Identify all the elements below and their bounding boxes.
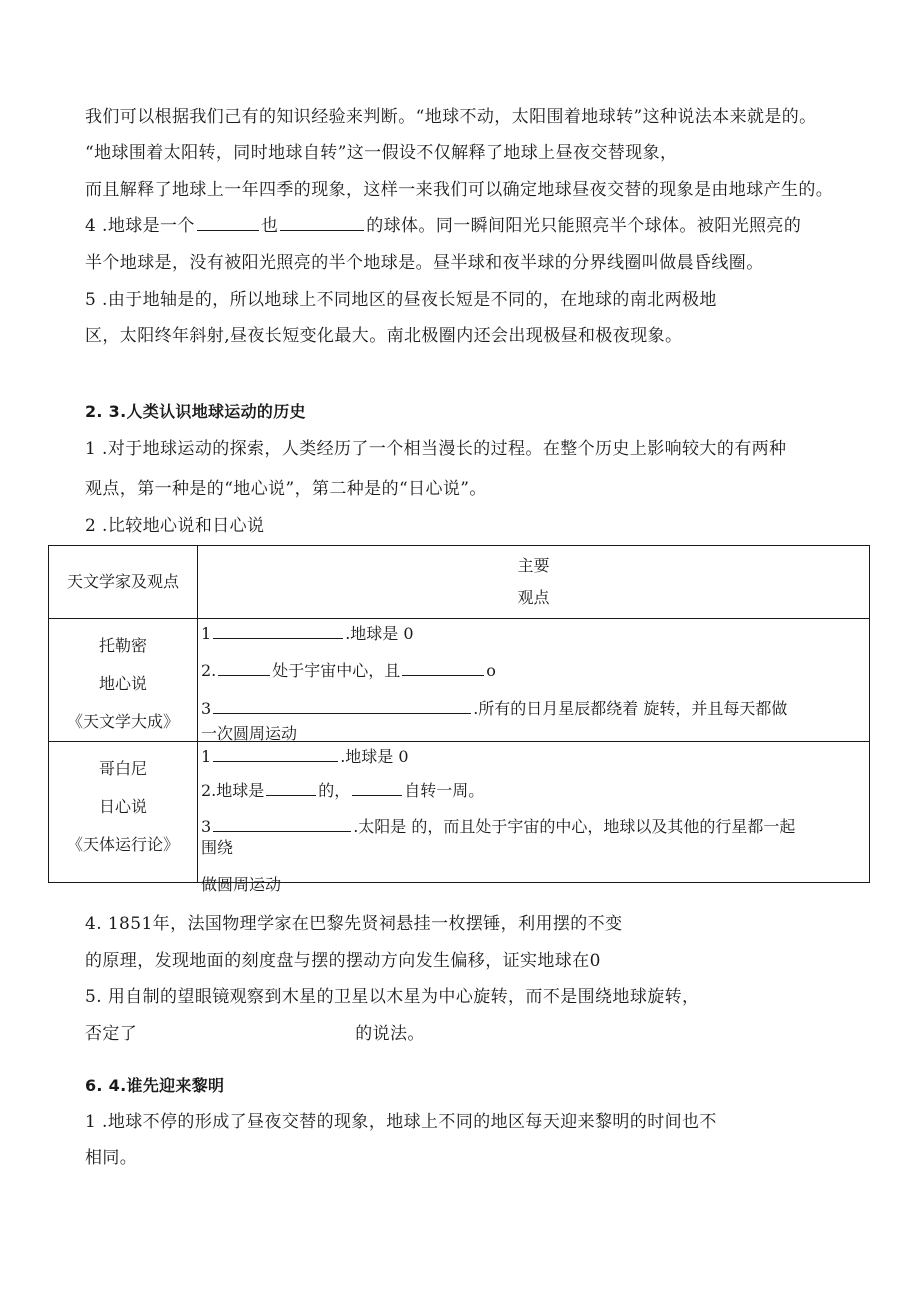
point-text: .所有的日月星辰都绕着 旋转，并且每天都做 bbox=[473, 699, 788, 718]
point-number: 3 bbox=[201, 699, 212, 718]
theory-name: 地心说 bbox=[98, 674, 147, 693]
point-text: 自转一周。 bbox=[404, 781, 485, 800]
paragraph-line: 4. 1851年，法国物理学家在巴黎先贤祠悬挂一枚摆锤，利用摆的不变 bbox=[85, 914, 623, 934]
fill-blank[interactable] bbox=[213, 746, 338, 762]
clipped-text: 做圆周运动 bbox=[201, 875, 282, 894]
paragraph-line: 相同。 bbox=[85, 1148, 138, 1168]
theory-name: 日心说 bbox=[98, 797, 147, 816]
point-2 bbox=[201, 660, 496, 681]
section-heading: 2. 3.人类认识地球运动的历史 bbox=[85, 402, 306, 421]
point-text: 2. bbox=[201, 661, 217, 680]
astronomer-name: 哥白尼 bbox=[98, 759, 147, 778]
point-text: 处于宇宙中心，且 bbox=[272, 661, 401, 680]
comparison-table bbox=[48, 545, 870, 894]
header-label: 天文学家及观点 bbox=[66, 572, 179, 591]
point-1 bbox=[201, 746, 409, 767]
astronomer-name: 托勒密 bbox=[98, 636, 147, 655]
paragraph-line: 观点，第一种是的“地心说”，第二种是的“日心说”。 bbox=[85, 479, 487, 499]
fill-blank[interactable] bbox=[213, 698, 471, 714]
paragraph-line: 区，太阳终年斜射,昼夜长短变化最大。南北极圈内还会出现极昼和极夜现象。 bbox=[85, 326, 683, 346]
point-number: 1 bbox=[201, 624, 212, 643]
fill-blank[interactable] bbox=[266, 780, 316, 796]
point-text: .地球是 0 bbox=[340, 747, 409, 766]
point-2 bbox=[201, 780, 484, 801]
book-title: 《天体运行论》 bbox=[66, 835, 179, 854]
paragraph-line: 1 .对于地球运动的探索，人类经历了一个相当漫长的过程。在整个历史上影响较大的有两种 bbox=[85, 439, 787, 459]
book-title: 《天文学大成》 bbox=[66, 712, 179, 731]
point-3 bbox=[201, 816, 795, 837]
paragraph-line: 的原理，发现地面的刻度盘与摆的摆动方向发生偏移，证实地球在0 bbox=[85, 951, 601, 971]
paragraph-line: “地球围着太阳转，同时地球自转”这一假设不仅解释了地球上昼夜交替现象， bbox=[85, 143, 678, 163]
point-number: 1 bbox=[201, 747, 212, 766]
point-text: 2.地球是 bbox=[201, 781, 265, 800]
fill-blank[interactable] bbox=[218, 660, 270, 676]
clipped-text: 一次圆周运动 bbox=[201, 724, 298, 743]
paragraph-line: 5. 用自制的望眼镜观察到木星的卫星以木星为中心旋转，而不是围绕地球旋转， bbox=[85, 987, 700, 1007]
point-text: 的说法。 bbox=[355, 1024, 425, 1044]
point-text: .太阳是 的，而且处于宇宙的中心，地球以及其他的行星都一起 bbox=[353, 817, 796, 836]
viewpoint-cell bbox=[198, 742, 870, 894]
fill-blank[interactable] bbox=[197, 215, 259, 231]
paragraph-line: 5 .由于地轴是的，所以地球上不同地区的昼夜长短是不同的，在地球的南北两极地 bbox=[85, 290, 717, 310]
astronomer-cell bbox=[49, 619, 198, 742]
paragraph-line: 而且解释了地球上一年四季的现象，这样一来我们可以确定地球昼夜交替的现象是由地球产生的。 bbox=[85, 180, 834, 200]
paragraph-line: 我们可以根据我们己有的知识经验来判断。“地球不动，太阳围着地球转”这种说法本来就是的。 bbox=[85, 107, 817, 127]
section-heading: 6. 4.谁先迎来黎明 bbox=[85, 1076, 225, 1095]
item-4-text-a: 4 .地球是一个 bbox=[85, 216, 195, 236]
paragraph-line: 半个地球是，没有被阳光照亮的半个地球是。昼半球和夜半球的分界线圈叫做晨昏线圈。 bbox=[85, 253, 764, 273]
point-3-continued: 围绕 bbox=[201, 838, 234, 857]
viewpoint-cell bbox=[198, 619, 870, 742]
point-text: .地球是 0 bbox=[345, 624, 414, 643]
table-row bbox=[49, 619, 870, 742]
point-text: o bbox=[486, 661, 496, 680]
fill-blank[interactable] bbox=[213, 816, 351, 832]
point-text: 的， bbox=[318, 781, 351, 800]
paragraph-line: 1 .地球不停的形成了昼夜交替的现象，地球上不同的地区每天迎来黎明的时间也不 bbox=[85, 1112, 717, 1132]
item-4-text-b: 也 bbox=[260, 216, 279, 236]
fill-blank[interactable] bbox=[280, 215, 364, 231]
table-row bbox=[49, 742, 870, 883]
table-header-viewpoint bbox=[198, 546, 870, 619]
item-4-text-c: 的球体。同一瞬间阳光只能照亮半个球体。被阳光照亮的 bbox=[366, 216, 802, 236]
fill-blank[interactable] bbox=[213, 623, 343, 639]
fill-blank[interactable] bbox=[352, 780, 402, 796]
table-header-astronomer bbox=[49, 546, 198, 619]
header-label: 主要 bbox=[517, 556, 550, 575]
header-label: 观点 bbox=[517, 588, 550, 607]
point-3 bbox=[201, 698, 787, 719]
fill-blank[interactable] bbox=[402, 660, 484, 676]
point-number: 3 bbox=[201, 817, 212, 836]
point-1 bbox=[201, 623, 414, 644]
paragraph-line: 2 .比较地心说和日心说 bbox=[85, 516, 265, 536]
point-text: 否定了 bbox=[85, 1024, 138, 1044]
item-4-line bbox=[85, 215, 801, 237]
item-5-answer-line bbox=[85, 1023, 425, 1045]
astronomer-cell bbox=[49, 742, 198, 883]
